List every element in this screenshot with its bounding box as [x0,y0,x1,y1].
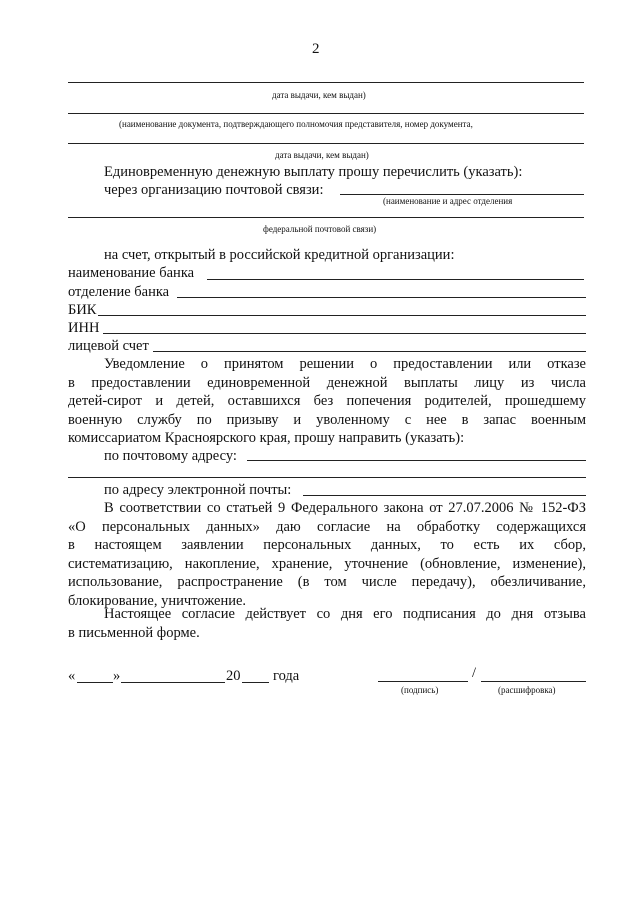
notice-line: детей-сирот и детей, оставшихся без попечения родителей, прошедшему [68,393,586,409]
issue-date-caption-2: дата выдачи, кем выдан) [275,150,369,160]
rep-doc-line[interactable] [68,113,584,114]
postal-address-field-2[interactable] [68,477,586,478]
notice-line: в предоставлении единовременной денежной выплаты лицу из числа [68,374,586,391]
issue-date-line-2[interactable] [68,143,584,144]
inn-field[interactable] [103,333,586,334]
signature-field[interactable] [378,681,468,682]
email-label: по адресу электронной почты: [104,482,292,498]
inn-label: ИНН [68,320,100,336]
postal-address-field[interactable] [247,460,586,461]
consent-line: В соответствии со статьей 9 Федерального закона от 27.07.2006 № 152-ФЗ [104,500,586,516]
month-field[interactable] [121,682,225,683]
validity-line: Настоящее согласие действует со дня его подписания до дня отзыва [104,606,586,622]
via-post-label: через организацию почтовой связи: [104,182,324,198]
year-word: года [273,668,300,684]
notice-line: военную службу по призыву и уволенному с нее в запас военным [68,411,586,428]
bank-name-label: наименование банка [68,265,195,281]
branch-label: отделение банка [68,284,170,300]
postal-address-label: по почтовому адресу: [104,448,237,464]
post-office-field[interactable] [340,194,584,195]
date-close-quote: » [113,668,121,684]
post-office-field-2[interactable] [68,217,584,218]
page-number: 2 [312,41,320,57]
slash: / [472,665,477,681]
branch-field[interactable] [177,297,586,298]
signature-caption: (подпись) [401,685,439,695]
payment-request: Единовременную денежную выплату прошу перечислить (указать): [104,164,523,180]
issue-date-caption: дата выдачи, кем выдан) [272,90,366,100]
bik-label: БИК [68,302,97,318]
consent-line: «О персональных данных» даю согласие на обработку содержащихся [68,518,586,535]
consent-line: блокирование, уничтожение. [68,592,247,609]
account-field[interactable] [153,351,586,352]
decode-field[interactable] [481,681,586,682]
validity-paragraph [68,605,586,642]
issue-date-line[interactable] [68,82,584,83]
consent-line: систематизацию, накопление, хранение, уточнение (обновление, изменение), [68,555,586,572]
email-field[interactable] [303,495,586,496]
consent-line: использование, распространение (в том числе передачу), обезличивание, [68,574,586,590]
consent-line: в настоящем заявлении персональных данных, то есть их сбор, [68,537,586,553]
century-text: 20 [226,668,241,684]
date-open-quote: « [68,668,76,684]
post-federal-caption: федеральной почтовой связи) [263,224,377,234]
rep-doc-caption: (наименование документа, подтверждающего полномочия представителя, номер документа, [119,119,473,129]
consent-paragraph [68,499,586,610]
account-label: лицевой счет [68,338,149,354]
bank-name-field[interactable] [207,279,584,280]
decode-caption: (расшифровка) [498,685,556,695]
notice-line: Уведомление о принятом решении о предоставлении или отказе [104,356,586,372]
notice-line: комиссариатом Красноярского края, прошу направить (указать): [68,430,465,446]
year-field[interactable] [242,682,269,683]
notice-paragraph [68,355,586,448]
bank-account-label: на счет, открытый в российской кредитной организации: [104,247,455,263]
day-field[interactable] [77,682,113,683]
post-office-caption: (наименование и адрес отделения [383,196,513,206]
validity-line: в письменной форме. [68,624,200,641]
bik-field[interactable] [98,315,586,316]
